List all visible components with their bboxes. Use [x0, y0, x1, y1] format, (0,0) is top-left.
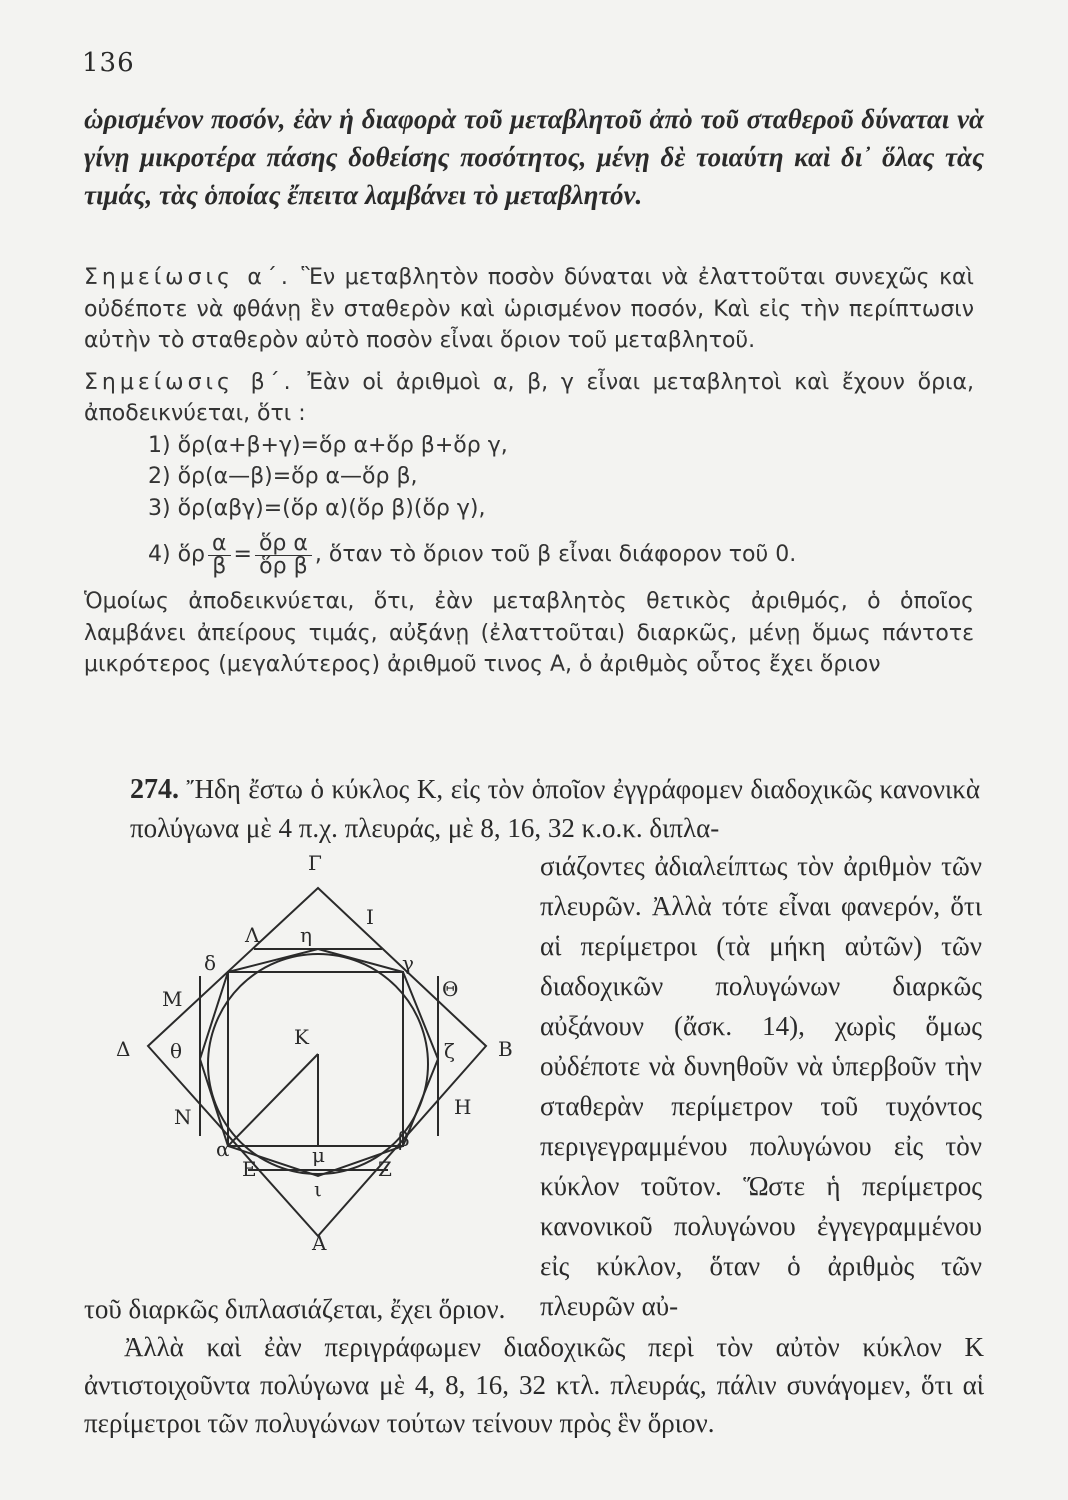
inscribed-circumscribed-polygons-diagram — [108, 846, 528, 1256]
paragraph-274-side — [540, 846, 982, 1326]
label-beta: β — [398, 1127, 410, 1151]
note-a-text: Ἓν μεταβλητὸν ποσὸν δύναται νὰ ἐλαττοῦται συνεχῶς καὶ οὐδέποτε νὰ φθάνῃ ἓν σταθερὸν καὶ ὡρισμένον ποσόν, Καὶ εἰς τὴν περίπτωσιν αὐτὴν τὸ σταθερὸν αὐτὸ ποσὸν εἶναι ὅριον τοῦ μεταβλητοῦ. — [84, 265, 974, 353]
note-b-conclusion: Ὁμοίως ἀποδεικνύεται, ὅτι, ἐὰν μεταβλητὸς θετικὸς ἀριθμός, ὁ ὁποῖος λαμβάνει ἀπείρους τιμάς, αὐξάνῃ (ἐλαττοῦται) διαρκῶς, μένῃ ὅμως πάντοτε μικρότερος (μεγαλύτερος) ἀριθμοῦ τινος Α, ὁ ἀριθμὸς οὗτος ἔχει ὅριον — [84, 589, 974, 677]
label-K: Κ — [294, 1025, 309, 1049]
label-alpha: α — [216, 1137, 230, 1161]
note-b-label: Σημείωσις β΄. — [84, 369, 295, 395]
note-b — [84, 367, 974, 430]
formula-4-eq: = — [233, 542, 252, 568]
label-delta: δ — [204, 951, 217, 975]
label-Th: Θ — [442, 977, 459, 1001]
paragraph-274-end — [84, 1290, 984, 1442]
label-A: Α — [312, 1231, 327, 1255]
paragraph-274-next: Ἀλλὰ καὶ ἐὰν περιγράφωμεν διαδοχικῶς περὶ τὸν αὐτὸν κύκλον Κ ἀντιστοιχοῦντα πολύγωνα μὲ 4, 8, 16, 32 κτλ. πλευράς, πάλιν συνάγομεν, ὅτι αἱ περίμετροι τῶν πολυγώνων τούτων τείνουν πρὸς ἓν ὅριον. — [84, 1332, 984, 1438]
formula-4-rhs-den: ὅρ β — [259, 553, 308, 579]
formula-4-rhs-fraction — [255, 530, 312, 579]
note-a — [84, 262, 974, 357]
page-number: 136 — [82, 48, 135, 78]
label-iota: ι — [314, 1177, 322, 1201]
formula-4-lhs-den: β — [212, 553, 227, 579]
geometry-figure — [108, 846, 528, 1256]
label-eta: η — [300, 923, 312, 947]
label-Z: Ζ — [378, 1157, 392, 1181]
label-I: Ι — [366, 905, 374, 929]
formula-4-prefix: 4) ὅρ — [148, 542, 205, 568]
label-mu: μ — [312, 1143, 325, 1167]
formula-3: 3) ὅρ(αβγ)=(ὅρ α)(ὅρ β)(ὅρ γ), — [148, 495, 486, 521]
formula-4-lhs-num: α — [208, 533, 231, 556]
formula-4-lhs-fraction — [208, 530, 231, 579]
paragraph-274-end-text: τοῦ διαρκῶς διπλασιάζεται, ἔχει ὅριον. — [84, 1294, 506, 1324]
label-gamma: γ — [402, 951, 414, 975]
label-theta: θ — [170, 1039, 183, 1063]
paragraph-number: 274. — [130, 774, 179, 805]
paragraph-274-side-text: σιάζοντες ἀδιαλείπτως τὸν ἀριθμὸν τῶν πλευρῶν. Ἀλλὰ τότε εἶναι φανερόν, ὅτι αἱ περίμετροι (τὰ μήκη αὐτῶν) τῶν διαδοχικῶν πολυγώνων διαρκῶς αὐξάνουν (ἄσκ. 14), χωρὶς ὅμως οὐδέποτε νὰ δυνηθοῦν νὰ ὑπερβοῦν τὴν σταθερὰν περίμετρον τοῦ τυχόντος περιγεγραμμένου πολυγώνου εἰς τὸν κύκλον τοῦτον. Ὥστε ἡ περίμετρος κανονικοῦ πολυγώνου ἐγγεγραμμένου εἰς κύκλον, ὅταν ὁ ἀριθμὸς τῶν πλευρῶν αὐ- — [540, 851, 982, 1321]
paragraph-274-intro-body: Ἤδη ἔστω ὁ κύκλος Κ, εἰς τὸν ὁποῖον ἐγγράφομεν διαδοχικῶς κανονικὰ πολύγωνα μὲ 4 π.χ. πλευράς, μὲ 8, 16, 32 κ.ο.κ. διπλα- — [130, 774, 981, 843]
hypotenuse-line — [228, 1054, 318, 1146]
paragraph-274-intro — [130, 770, 980, 847]
formula-4-rhs-num: ὅρ α — [255, 533, 312, 556]
label-zeta: ζ — [444, 1039, 455, 1063]
label-B: Β — [498, 1037, 513, 1061]
label-N: Ν — [174, 1105, 192, 1129]
definition-paragraph: ὡρισμένον ποσόν, ἐὰν ἡ διαφορὰ τοῦ μεταβλητοῦ ἀπὸ τοῦ σταθεροῦ δύναται νὰ γίνῃ μικροτέρα πάσης δοθείσης ποσότητος, μένῃ δὲ τοιαύτη καὶ δι᾿ ὅλας τὰς τιμάς, τὰς ὁποίας ἔπειτα λαμβάνει τὸ μεταβλητόν. — [84, 104, 984, 210]
definition-text — [84, 100, 984, 214]
label-G: Γ — [308, 851, 322, 875]
label-M: Μ — [162, 987, 183, 1011]
formula-4 — [148, 528, 974, 582]
note-a-label: Σημείωσις α΄. — [84, 265, 292, 290]
label-E: Ε — [242, 1157, 257, 1181]
label-D: Δ — [116, 1037, 131, 1061]
paragraph-274-intro-text — [130, 770, 980, 847]
formula-4-suffix: , ὅταν τὸ ὅριον τοῦ β εἶναι διάφορον τοῦ 0. — [314, 542, 797, 568]
label-H: Η — [454, 1095, 472, 1119]
label-L: Λ — [245, 923, 260, 947]
formula-2: 2) ὅρ(α—β)=ὅρ α—ὅρ β, — [148, 464, 418, 489]
note-b-text: Ἐὰν οἱ ἀριθμοὶ α, β, γ εἶναι μεταβλητοὶ καὶ ἔχουν ὅρια, ἀποδεικνύεται, ὅτι : — [84, 369, 974, 426]
formula-1: 1) ὅρ(α+β+γ)=ὅρ α+ὅρ β+ὅρ γ, — [148, 432, 508, 458]
notes-section — [84, 262, 974, 681]
